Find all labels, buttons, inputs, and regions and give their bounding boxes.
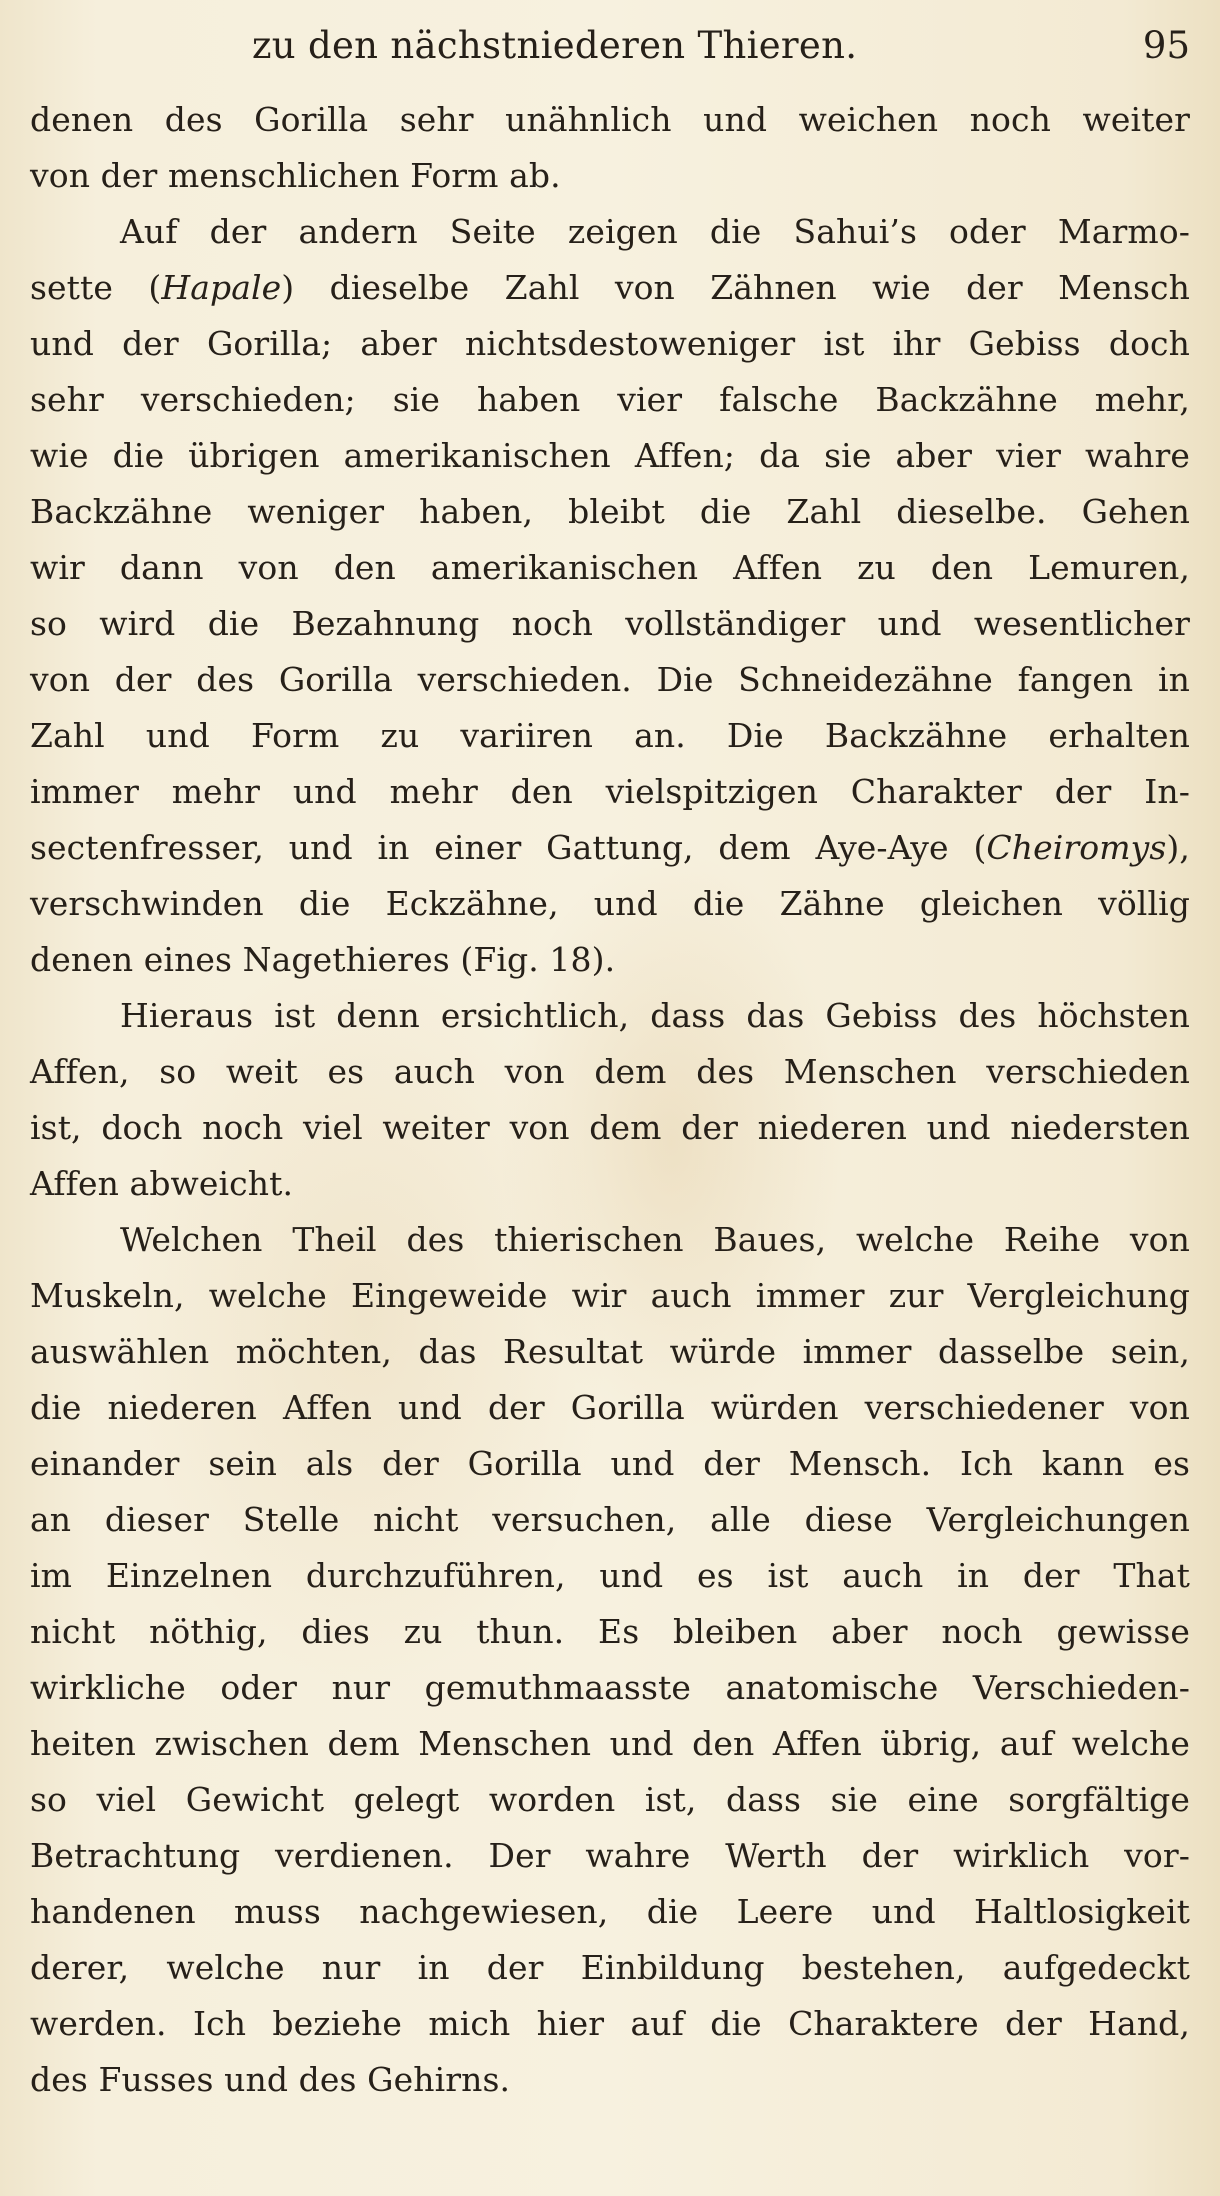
text-line: denen des Gorilla sehr unähnlich und weichen noch weiter xyxy=(30,100,1190,139)
text-line: Affen, so weit es auch von dem des Menschen verschieden xyxy=(30,1052,1190,1091)
genus-name-italic: Hapale xyxy=(161,268,282,307)
text-line: im Einzelnen durchzuführen, und es ist auch in der That xyxy=(30,1556,1190,1595)
text-line: an dieser Stelle nicht versuchen, alle diese Vergleichungen xyxy=(30,1500,1190,1539)
running-title: zu den nächstniederen Thieren. xyxy=(252,24,858,67)
text-line: heiten zwischen dem Menschen und den Affen übrig, auf welche xyxy=(30,1724,1190,1763)
text-line: denen eines Nagethieres (Fig. 18). xyxy=(30,940,616,979)
text-segment: sette ( xyxy=(30,268,162,307)
text-line: derer, welche nur in der Einbildung bestehen, aufgedeckt xyxy=(30,1948,1190,1987)
text-line: Affen abweicht. xyxy=(30,1164,294,1203)
text-line: von der menschlichen Form ab. xyxy=(30,156,561,195)
text-line: auswählen möchten, das Resultat würde immer dasselbe sein, xyxy=(30,1332,1190,1371)
text-line: verschwinden die Eckzähne, und die Zähne gleichen völlig xyxy=(30,884,1190,923)
text-line: Zahl und Form zu variiren an. Die Backzähne erhalten xyxy=(30,716,1190,755)
paragraph-first-line: Welchen Theil des thierischen Baues, welche Reihe von xyxy=(120,1220,1190,1259)
text-line: Betrachtung verdienen. Der wahre Werth der wirklich vor- xyxy=(30,1836,1190,1875)
text-line xyxy=(30,260,1190,316)
text-line: sehr verschieden; sie haben vier falsche Backzähne mehr, xyxy=(30,380,1190,419)
body-text xyxy=(30,92,1190,2108)
text-line: wir dann von den amerikanischen Affen zu den Lemuren, xyxy=(30,548,1190,587)
text-segment: ), xyxy=(1166,828,1190,867)
text-line: von der des Gorilla verschieden. Die Schneidezähne fangen in xyxy=(30,660,1190,699)
text-line xyxy=(30,820,1190,876)
page-header xyxy=(0,16,1220,76)
text-segment: ) dieselbe Zahl von Zähnen wie der Mensch xyxy=(281,268,1190,307)
text-line: nicht nöthig, dies zu thun. Es bleiben aber noch gewisse xyxy=(30,1612,1190,1651)
text-line: wirkliche oder nur gemuthmaasste anatomische Verschieden- xyxy=(30,1668,1190,1707)
genus-name-italic: Cheiromys xyxy=(986,828,1167,867)
text-line: wie die übrigen amerikanischen Affen; da sie aber vier wahre xyxy=(30,436,1190,475)
text-line: die niederen Affen und der Gorilla würden verschiedener von xyxy=(30,1388,1190,1427)
text-segment: sectenfresser, und in einer Gattung, dem Aye-Aye ( xyxy=(30,828,987,867)
text-line: so viel Gewicht gelegt worden ist, dass sie eine sorgfältige xyxy=(30,1780,1190,1819)
text-line: werden. Ich beziehe mich hier auf die Charaktere der Hand, xyxy=(30,2004,1190,2043)
text-line: des Fusses und des Gehirns. xyxy=(30,2060,511,2099)
text-line: und der Gorilla; aber nichtsdestoweniger ist ihr Gebiss doch xyxy=(30,324,1190,363)
paragraph-first-line: Hieraus ist denn ersichtlich, dass das Gebiss des höchsten xyxy=(120,996,1190,1035)
page-number: 95 xyxy=(1142,24,1190,67)
text-line: einander sein als der Gorilla und der Mensch. Ich kann es xyxy=(30,1444,1190,1483)
paragraph-first-line: Auf der andern Seite zeigen die Sahui’s oder Marmo- xyxy=(120,212,1190,251)
text-line: so wird die Bezahnung noch vollständiger und wesentlicher xyxy=(30,604,1190,643)
text-line: ist, doch noch viel weiter von dem der niederen und niedersten xyxy=(30,1108,1190,1147)
text-line: Backzähne weniger haben, bleibt die Zahl dieselbe. Gehen xyxy=(30,492,1190,531)
text-line: handenen muss nachgewiesen, die Leere und Haltlosigkeit xyxy=(30,1892,1190,1931)
text-line: Muskeln, welche Eingeweide wir auch immer zur Vergleichung xyxy=(30,1276,1190,1315)
text-line: immer mehr und mehr den vielspitzigen Charakter der In- xyxy=(30,772,1190,811)
